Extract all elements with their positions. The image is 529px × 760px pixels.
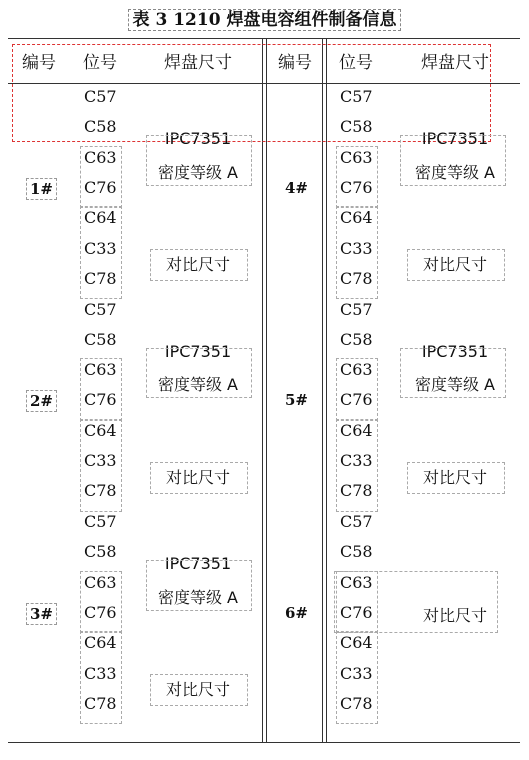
ref-designator: C78 bbox=[340, 481, 373, 501]
group-number: 1# bbox=[26, 178, 57, 200]
ref-designator: C58 bbox=[84, 542, 117, 562]
header-ref-right: 位号 bbox=[339, 53, 373, 73]
top-rule bbox=[8, 38, 520, 39]
dashed-outline bbox=[334, 571, 498, 634]
ref-designator: C33 bbox=[340, 663, 373, 683]
dashed-outline bbox=[407, 462, 505, 494]
table-title: 表 3 1210 焊盘电容组件制备信息 bbox=[128, 9, 402, 31]
dashed-outline bbox=[336, 206, 378, 299]
ref-designator: C78 bbox=[84, 481, 117, 501]
ref-designator: C57 bbox=[340, 87, 373, 106]
group-number: 5# bbox=[285, 391, 309, 410]
table-caption bbox=[0, 5, 529, 30]
ref-designator: C57 bbox=[84, 512, 117, 531]
ref-designator: C78 bbox=[84, 268, 117, 288]
ref-designator: C57 bbox=[340, 299, 373, 319]
pad-standard: IPC7351 bbox=[164, 554, 232, 574]
dashed-outline bbox=[80, 419, 122, 512]
ref-designator: C76 bbox=[84, 390, 117, 410]
double-divider-left-2 bbox=[266, 38, 267, 742]
double-divider-left bbox=[262, 38, 263, 742]
ref-designator: C33 bbox=[84, 663, 117, 683]
ref-designator: C58 bbox=[84, 329, 117, 349]
ref-designator: C64 bbox=[340, 633, 373, 653]
ref-designator: C58 bbox=[340, 329, 373, 349]
header-ref-left: 位号 bbox=[83, 53, 117, 73]
pad-standard: IPC7351 bbox=[164, 129, 232, 149]
density-level: 密度等级 A bbox=[157, 162, 239, 182]
compare-size: 对比尺寸 bbox=[165, 255, 230, 275]
ref-designator: C63 bbox=[84, 147, 117, 167]
ref-designator: C76 bbox=[340, 390, 373, 410]
ref-designator: C76 bbox=[340, 177, 373, 197]
dashed-outline bbox=[80, 358, 122, 421]
compare-size: 对比尺寸 bbox=[165, 467, 230, 487]
dashed-outline bbox=[150, 249, 248, 281]
compare-size: 对比尺寸 bbox=[165, 680, 230, 700]
ref-designator: C57 bbox=[84, 87, 117, 106]
header-pad-right: 焊盘尺寸 bbox=[421, 53, 489, 73]
dashed-outline bbox=[336, 358, 378, 421]
dashed-outline bbox=[80, 146, 122, 209]
dashed-outline bbox=[150, 674, 248, 706]
dashed-outline bbox=[336, 146, 378, 209]
header-number-right: 编号 bbox=[278, 53, 312, 73]
dashed-outline bbox=[146, 560, 252, 610]
pad-standard: IPC7351 bbox=[164, 341, 232, 361]
pad-standard: IPC7351 bbox=[421, 129, 489, 149]
ref-designator: C64 bbox=[84, 208, 117, 228]
dashed-outline bbox=[146, 135, 252, 185]
ref-designator: C58 bbox=[340, 117, 373, 137]
compare-size: 对比尺寸 bbox=[422, 467, 487, 487]
ref-designator: C33 bbox=[84, 451, 117, 470]
group-number: 4# bbox=[285, 178, 309, 197]
ref-designator: C58 bbox=[340, 542, 373, 562]
ref-designator: C33 bbox=[340, 451, 373, 470]
compare-size: 对比尺寸 bbox=[422, 255, 487, 275]
dashed-outline bbox=[146, 348, 252, 398]
ref-designator: C57 bbox=[84, 299, 117, 319]
ref-designator: C63 bbox=[340, 360, 373, 380]
dashed-outline bbox=[400, 348, 506, 398]
density-level: 密度等级 A bbox=[414, 162, 496, 182]
dashed-outline bbox=[150, 462, 248, 494]
ref-designator: C78 bbox=[84, 693, 117, 713]
ref-designator: C63 bbox=[84, 572, 117, 592]
ref-designator: C58 bbox=[84, 117, 117, 137]
dashed-outline bbox=[400, 135, 506, 185]
dashed-outline bbox=[336, 419, 378, 512]
ref-designator: C33 bbox=[84, 238, 117, 258]
density-level: 密度等级 A bbox=[414, 375, 496, 395]
ref-designator: C63 bbox=[340, 572, 373, 592]
ref-designator: C64 bbox=[340, 208, 373, 228]
ref-designator: C33 bbox=[340, 238, 373, 258]
ref-designator: C64 bbox=[340, 420, 373, 440]
ref-designator: C76 bbox=[84, 177, 117, 197]
header-pad-left: 焊盘尺寸 bbox=[164, 53, 232, 73]
ref-designator: C57 bbox=[340, 512, 373, 531]
ref-designator: C76 bbox=[84, 602, 117, 622]
ref-designator: C76 bbox=[340, 602, 373, 622]
ref-designator: C78 bbox=[340, 268, 373, 288]
ref-designator: C78 bbox=[340, 693, 373, 713]
dashed-outline bbox=[80, 631, 122, 724]
compare-size: 对比尺寸 bbox=[422, 605, 487, 625]
bottom-rule bbox=[8, 742, 520, 743]
ref-designator: C64 bbox=[84, 633, 117, 653]
double-divider-right-2 bbox=[326, 38, 327, 742]
density-level: 密度等级 A bbox=[157, 587, 239, 607]
group-number: 6# bbox=[285, 603, 309, 622]
dashed-outline bbox=[336, 631, 378, 724]
group-number: 3# bbox=[26, 603, 57, 625]
dashed-outline bbox=[80, 571, 122, 634]
dashed-outline bbox=[407, 249, 505, 281]
header-number-left: 编号 bbox=[22, 53, 56, 73]
ref-designator: C63 bbox=[340, 147, 373, 167]
pad-standard: IPC7351 bbox=[421, 341, 489, 361]
density-level: 密度等级 A bbox=[157, 375, 239, 395]
double-divider-right bbox=[322, 38, 323, 742]
ref-designator: C64 bbox=[84, 420, 117, 440]
ref-designator: C63 bbox=[84, 360, 117, 380]
group-number: 2# bbox=[26, 390, 57, 412]
dashed-outline bbox=[80, 206, 122, 299]
